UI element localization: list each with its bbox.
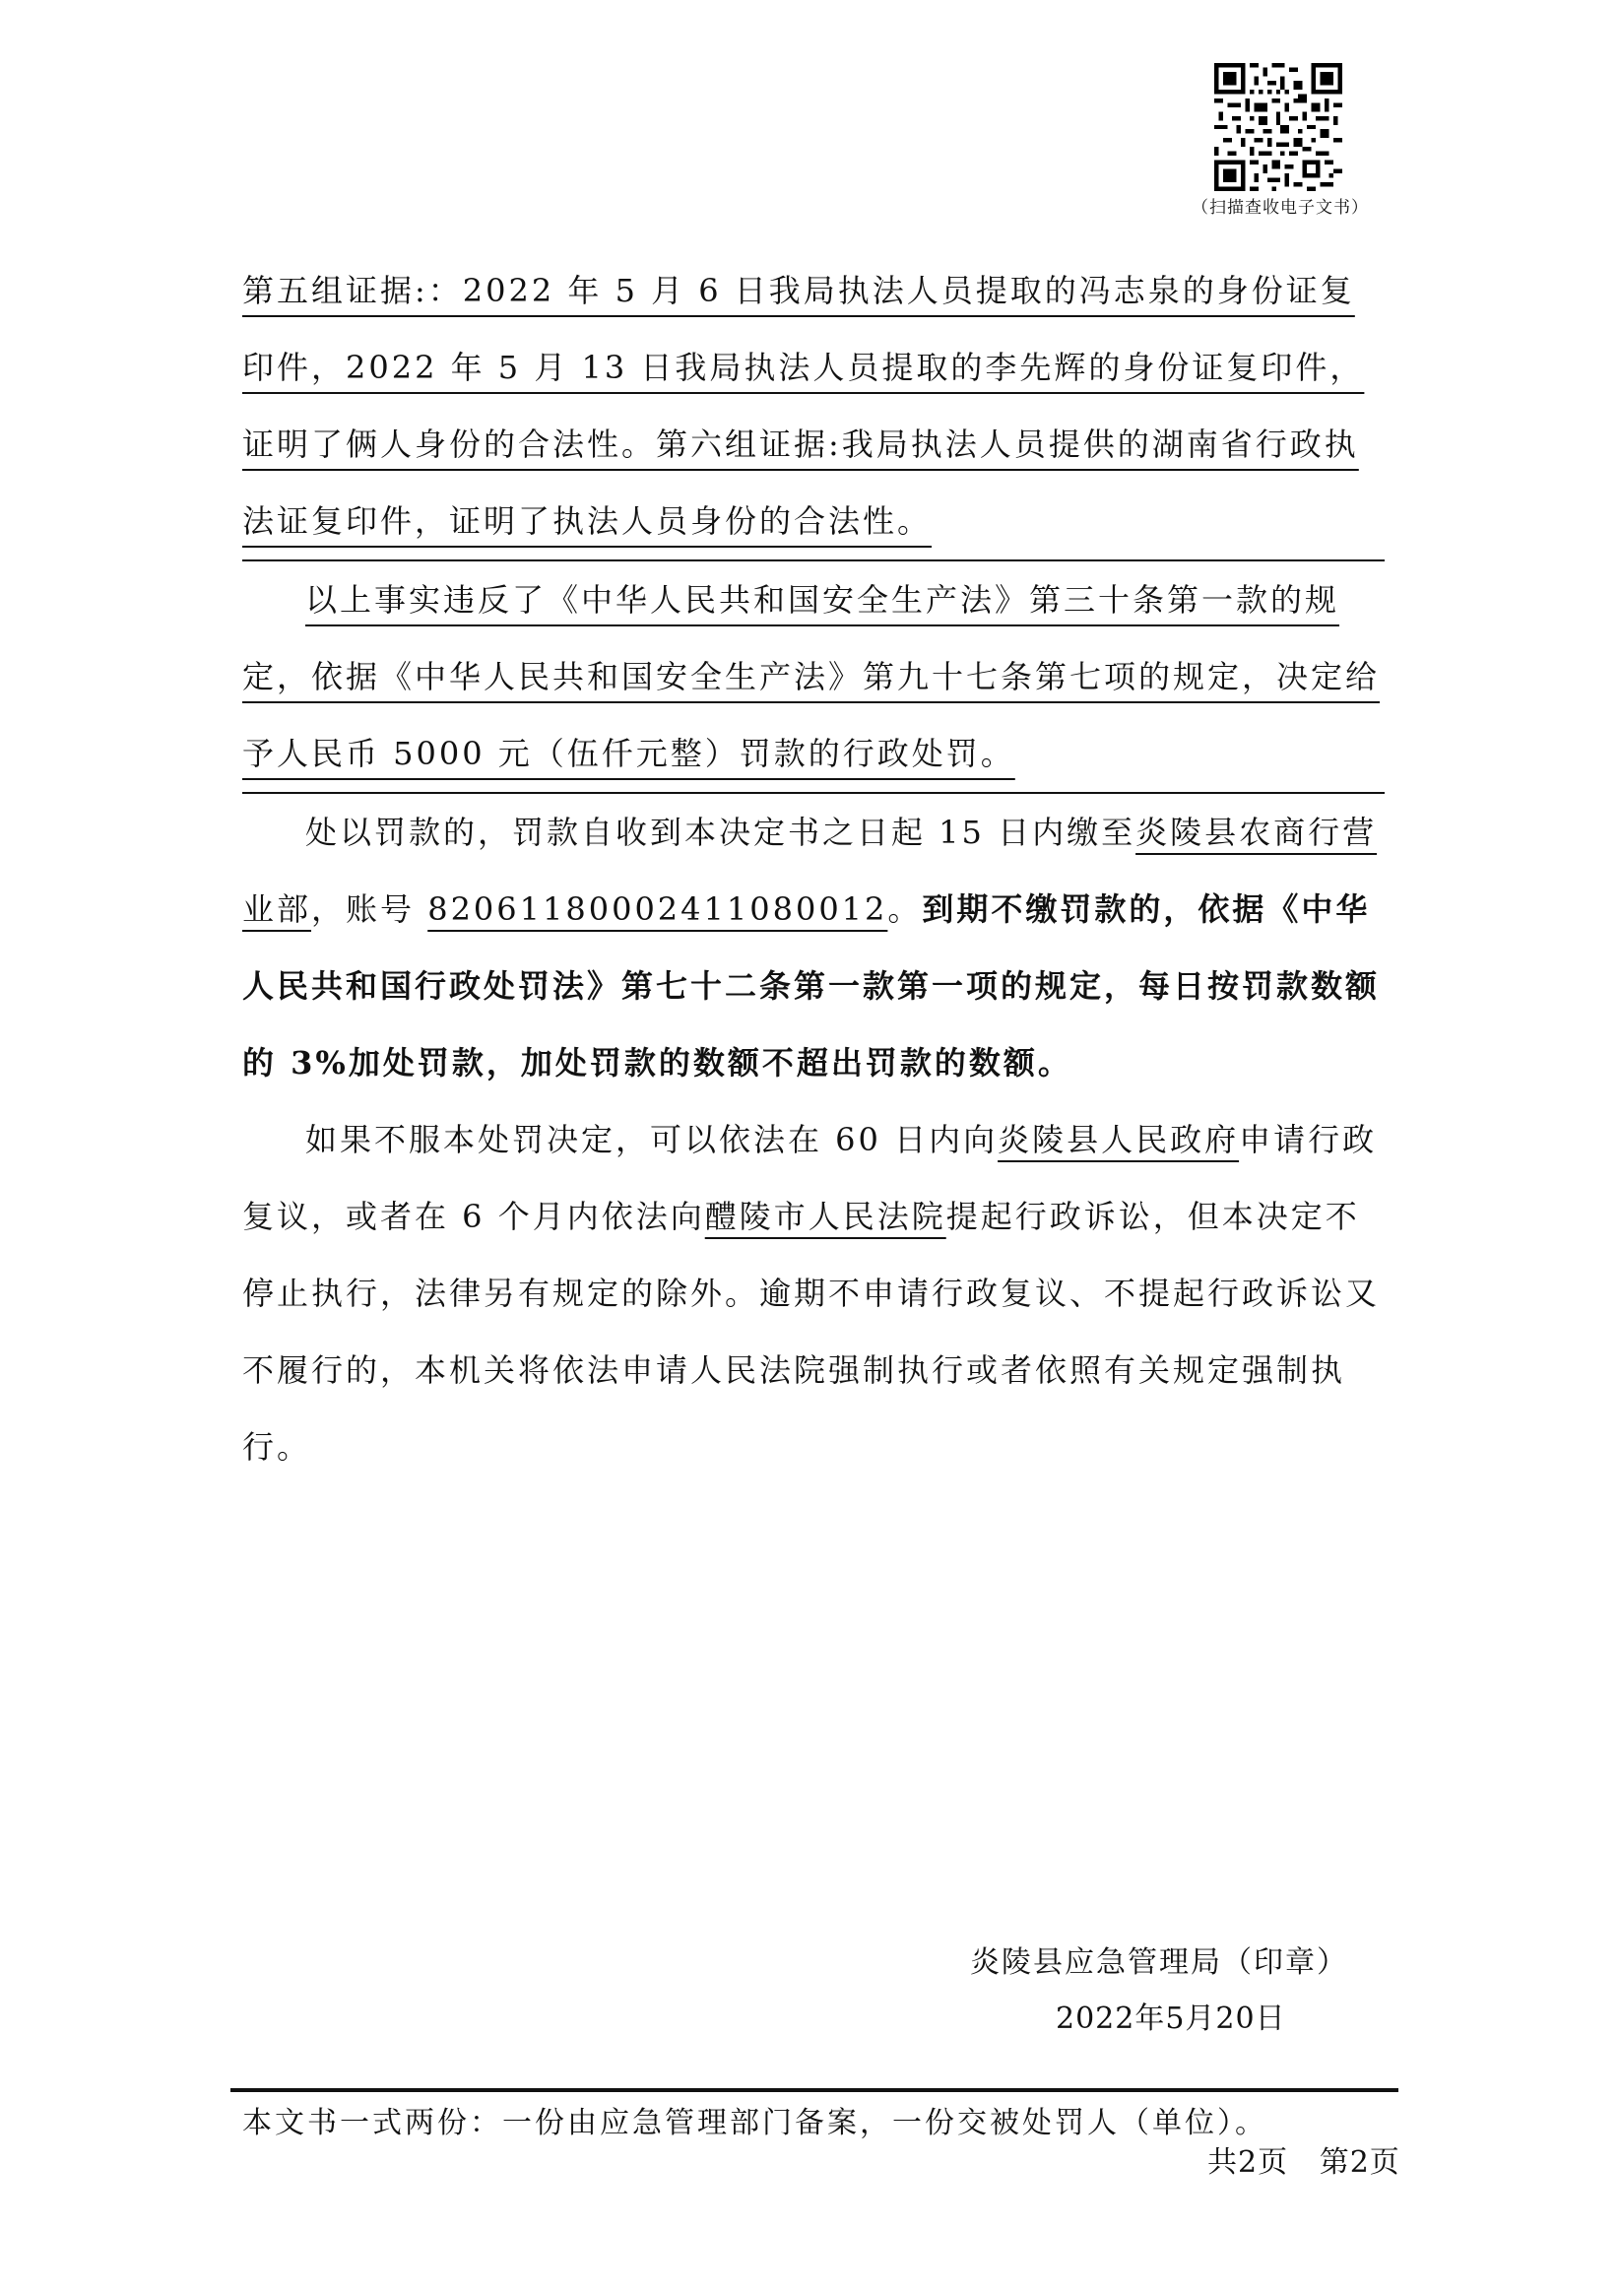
payment-paragraph <box>242 794 1385 1101</box>
conclusion-text: 以上事实违反了《中华人民共和国安全生产法》第三十条第一款的规定，依据《中华人民共和国安全生产法》第九十七条第七项的规定，决定给予人民币 5000 元（伍仟元整）罚款的行政处罚。 <box>242 581 1381 772</box>
footer-note: 本文书一式两份：一份由应急管理部门备案，一份交被处罚人（单位）。 <box>242 2106 1267 2140</box>
footer-divider <box>230 2088 1398 2092</box>
payment-prefix: 处以罚款的，罚款自收到本决定书之日起 15 日内缴至 <box>305 814 1136 851</box>
appeal-part1: 如果不服本处罚决定，可以依法在 60 日内向 <box>305 1121 999 1158</box>
account-number: 82061180002411080012 <box>427 890 888 928</box>
qr-caption: （扫描查收电子文书） <box>1192 198 1369 218</box>
government-name: 炎陵县人民政府 <box>998 1121 1240 1158</box>
appeal-paragraph <box>242 1101 1385 1485</box>
qr-code-icon <box>1214 63 1342 191</box>
account-label: ，账号 <box>311 890 428 928</box>
evidence-text: 第五组证据:：2022 年 5 月 6 日我局执法人员提取的冯志泉的身份证复印件，2022 年 5 月 13 日我局执法人员提取的李先辉的身份证复印件，证明了俩人身份的合法性。第六组证据:我局执法人员提供的湖南省行政执法证复印件，证明了执法人员身份的合法性。 <box>242 272 1365 540</box>
evidence-paragraph <box>242 252 1385 561</box>
qr-code <box>1214 63 1342 191</box>
court-name: 醴陵市人民法院 <box>704 1198 946 1235</box>
conclusion-paragraph <box>242 561 1385 794</box>
payment-mid: 。 <box>887 890 923 928</box>
appeal-part2: 申请行政复议，或者在 6 个月内依法向 <box>242 1121 1378 1235</box>
issuing-authority: 炎陵县应急管理局（印章） <box>970 1945 1348 1980</box>
issue-date: 2022年5月20日 <box>1056 2001 1286 2036</box>
bank-name: 炎陵县农商行营业部 <box>242 814 1378 928</box>
appeal-part3: 提起行政诉讼，但本决定不停止执行，法律另有规定的除外。逾期不申请行政复议、不提起行政诉讼又不履行的，本机关将依法申请人民法院强制执行或者依照有关规定强制执行。 <box>242 1198 1381 1466</box>
late-payment-notice: 到期不缴罚款的，依据《中华人民共和国行政处罚法》第七十二条第一款第一项的规定，每日按罚款数额的 3%加处罚款，加处罚款的数额不超出罚款的数额。 <box>242 890 1381 1082</box>
page-number: 共2页 第2页 <box>1207 2145 1400 2180</box>
document-body <box>242 252 1385 1485</box>
